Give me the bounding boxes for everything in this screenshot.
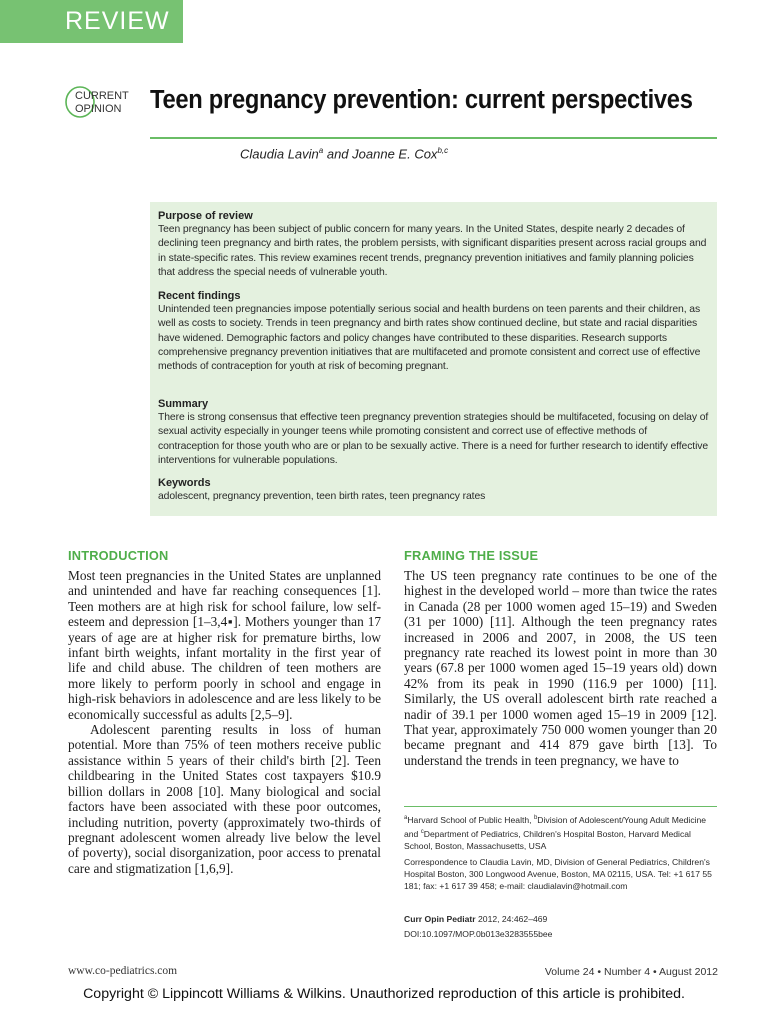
article-title: Teen pregnancy prevention: current perspectives bbox=[150, 86, 693, 114]
introduction-heading: INTRODUCTION bbox=[68, 548, 169, 563]
journal-url[interactable]: www.co-pediatrics.com bbox=[68, 965, 178, 977]
affiliation-b: Division of Adolescent/Young Adult Medicine and bbox=[404, 814, 707, 839]
review-tab-label: REVIEW bbox=[65, 7, 170, 35]
introduction-body bbox=[68, 568, 381, 876]
logo-line2: OPINION bbox=[75, 103, 122, 115]
introduction-paragraph-1: Most teen pregnancies in the United States are unplanned and unintended and have far reaching consequences [1]. Teen mothers are at high risk for school failure, low self-esteem and depression [1–3,4▪]. Mothers younger than 17 years of age are at higher risk for premature births, low infant birth weights, infant mortality in the first year of life and child abuse. The children of teen mothers are more likely to perform poorly in school and engage in high-risk behaviors in adolescence and are less likely to be economically successful as adults [2,5–9]. bbox=[68, 568, 381, 722]
abstract-keywords bbox=[158, 477, 710, 504]
affiliation-a-marker: a bbox=[404, 815, 408, 821]
citation-details: 2012, 24:462–469 bbox=[475, 914, 548, 924]
current-opinion-logo bbox=[63, 82, 133, 122]
author-1-affiliation: a bbox=[318, 146, 324, 155]
doi: DOI:10.1097/MOP.0b013e3283555bee bbox=[404, 929, 553, 939]
authors-conjunction: and bbox=[323, 146, 353, 162]
authors bbox=[240, 146, 448, 161]
citation-journal: Curr Opin Pediatr bbox=[404, 914, 476, 924]
footnote-divider bbox=[404, 806, 717, 807]
author-1: Claudia Lavin bbox=[240, 146, 319, 162]
purpose-heading: Purpose of review bbox=[158, 210, 253, 222]
review-tab bbox=[0, 0, 183, 43]
keywords-heading: Keywords bbox=[158, 477, 211, 489]
logo-line1: CURRENT bbox=[75, 90, 129, 102]
purpose-text: Teen pregnancy has been subject of public concern for many years. In the United States, despite nearly 2 decades of declining teen pregnancy and birth rates, the problem persists, with significant disparities present across racial groups and in state-specific rates. This review examines recent trends, pregnancy prevention initiatives and family planning policies that address the special needs of vulnerable youth. bbox=[158, 224, 707, 278]
affiliation-a: Harvard School of Public Health, bbox=[407, 814, 534, 825]
findings-text: Unintended teen pregnancies impose potentially serious social and health burdens on teen parents and their children, as well as costs to society. Trends in teen pregnancy and birth rates show continued decline, but state and racial disparities have widened. Demographic factors and policy changes have contributed to these disparities. Research supports comprehensive pregnancy prevention initiatives that are multifaceted and promote consistent and correct use of effective methods of contraception for youth at risk of becoming pregnant. bbox=[158, 304, 701, 373]
copyright-notice: Copyright © Lippincott Williams & Wilkins. Unauthorized reproduction of this article is prohibited. bbox=[83, 986, 685, 1002]
volume-info: Volume 24 • Number 4 • August 2012 bbox=[544, 966, 718, 978]
affiliation-b-marker: b bbox=[533, 815, 538, 821]
abstract-box bbox=[150, 202, 717, 516]
author-2: Joanne E. Cox bbox=[352, 146, 438, 162]
summary-text: There is strong consensus that effective teen pregnancy prevention strategies should be multifaceted, focusing on delay of sexual activity especially in younger teens while promoting consistent and correct use of effective methods of contraception for those youth who are or plan to be sexually active. There is a need for further research to identify effective interventions for vulnerable populations. bbox=[158, 412, 709, 466]
title-divider bbox=[150, 137, 717, 139]
framing-heading: FRAMING THE ISSUE bbox=[404, 548, 539, 563]
summary-heading: Summary bbox=[158, 398, 209, 410]
abstract-purpose bbox=[158, 210, 710, 280]
framing-body bbox=[404, 568, 717, 768]
correspondence: Correspondence to Claudia Lavin, MD, Division of General Pediatrics, Children's Hospital Boston, 300 Longwood Avenue, Boston, MA 02115, USA. Tel: +1 617 55 181; fax: +1 617 39 458; e-mail: claudialavin@hotmail.com bbox=[404, 857, 712, 891]
citation bbox=[404, 914, 720, 926]
author-2-affiliation: b,c bbox=[437, 146, 449, 155]
abstract-findings bbox=[158, 290, 710, 374]
affiliation-c-marker: c bbox=[420, 828, 424, 835]
affiliation-c: Department of Pediatrics, Children's Hospital Boston, Harvard Medical School, Boston, Massachusetts, USA bbox=[404, 828, 691, 851]
findings-heading: Recent findings bbox=[158, 290, 241, 302]
framing-paragraph-1: The US teen pregnancy rate continues to be one of the highest in the developed world – more than twice the rates in Canada (28 per 1000 women aged 15–19) and Sweden (31 per 1000) [11]. Although the teen pregnancy rates increased in 2006 and 2007, in 2008, the US teen pregnancy rate reached its lowest point in more than 30 years (67.8 per 1000 women aged 15–19 years old) down 42% from its peak in 1990 (116.9 per 1000) [11]. Similarly, the US overall adolescent birth rate reached a nadir of 39.1 per 1000 women aged 15–19 in 2009 [12]. That year, approximately 750 000 women younger than 20 became pregnant and 414 879 gave birth [13]. To understand the trends in teen pregnancy, we have to bbox=[404, 568, 717, 768]
affiliations bbox=[404, 813, 720, 852]
introduction-paragraph-2: Adolescent parenting results in loss of human potential. More than 75% of teen mothers receive public assistance within 5 years of their child's birth [2]. Teen childbearing in the United States cost taxpayers $10.9 billion dollars in 2008 [10]. Many biological and social factors have been associated with these poor outcomes, including nutrition, poverty (approximately two-thirds of pregnant adolescent women already live below the level of poverty), social disorganization, poor access to prenatal care and stigmatization [1,6,9]. bbox=[68, 722, 381, 876]
abstract-summary bbox=[158, 398, 710, 468]
keywords-text: adolescent, pregnancy prevention, teen birth rates, teen pregnancy rates bbox=[158, 491, 486, 502]
